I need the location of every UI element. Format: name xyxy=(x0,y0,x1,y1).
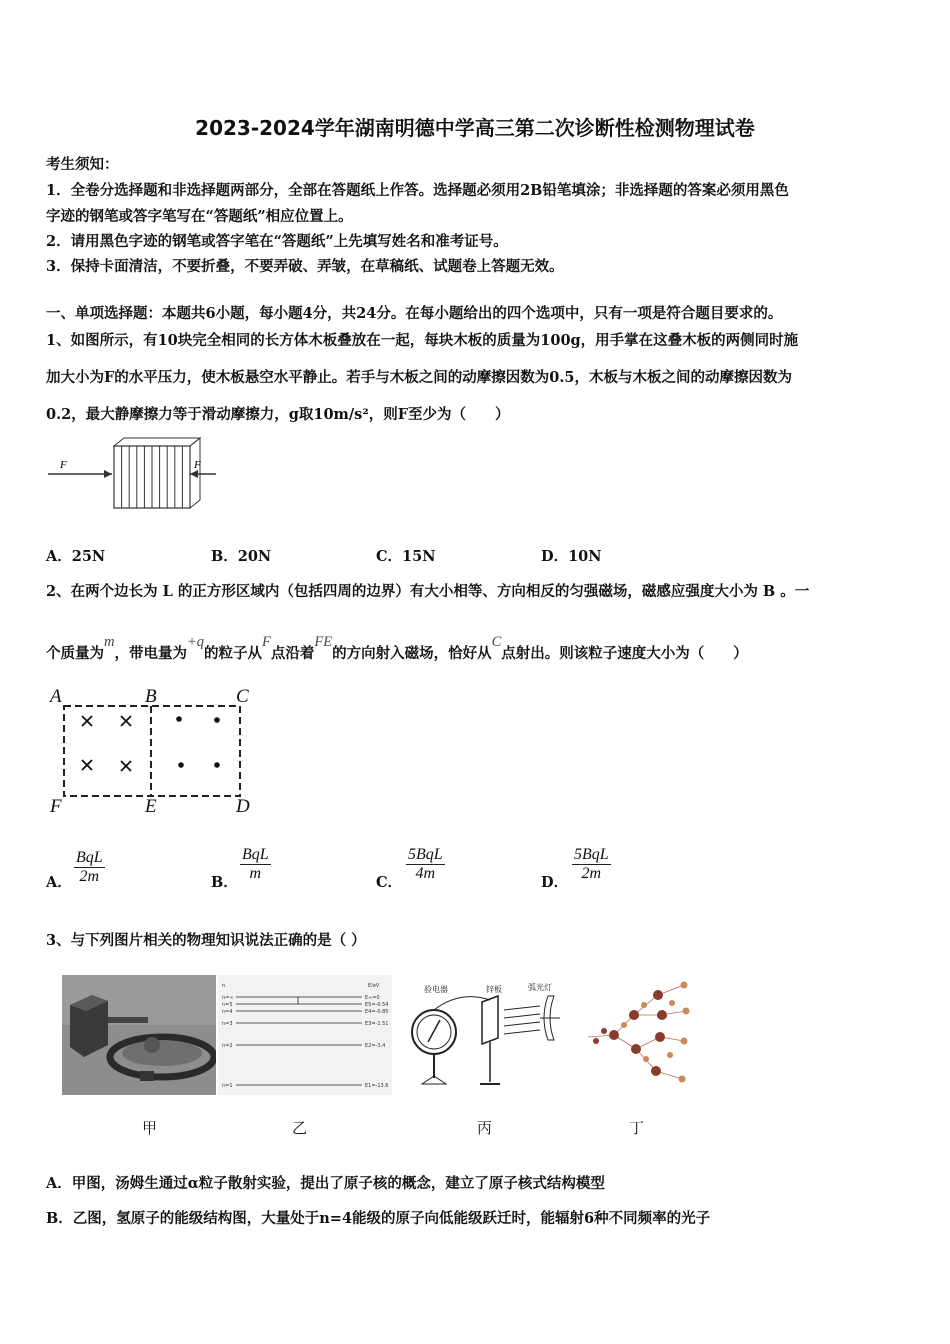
section-heading: 一、单项选择题：本题共6小题，每小题4分，共24分。在每小题给出的四个选项中，只有一项是符合题目要求的。 xyxy=(46,305,783,322)
svg-text:n=1: n=1 xyxy=(222,1083,233,1089)
svg-text:E5=-0.54: E5=-0.54 xyxy=(365,1002,389,1008)
q2-option-b-fraction[interactable]: BqL m xyxy=(242,846,269,882)
q2-option-b-letter[interactable]: B． xyxy=(211,874,238,891)
levels-n-label: n xyxy=(222,983,226,989)
svg-text:E2=-3.4: E2=-3.4 xyxy=(365,1043,386,1049)
q1-option-b[interactable]: B．20N xyxy=(211,548,272,565)
svg-text:n=∞: n=∞ xyxy=(222,995,234,1001)
q2-option-d-fraction[interactable]: 5BqL 2m xyxy=(574,846,609,882)
notice-heading: 考生须知： xyxy=(46,156,119,173)
q3-option-a[interactable]: A．甲图，汤姆生通过α粒子散射实验，提出了原子核的概念，建立了原子核式结构模型 xyxy=(46,1175,605,1192)
svg-text:E∞=0: E∞=0 xyxy=(365,995,380,1001)
notice-item-2: 2．请用黑色字迹的钢笔或答字笔在“答题纸”上先填写姓名和准考证号。 xyxy=(46,233,508,250)
svg-text:n=5: n=5 xyxy=(222,1002,233,1008)
svg-text:E4=-0.85: E4=-0.85 xyxy=(365,1009,389,1015)
caption-ding: 丁 xyxy=(629,1119,645,1137)
q2-option-c-fraction[interactable]: 5BqL 4m xyxy=(408,846,443,882)
label-f: F xyxy=(50,796,62,817)
q1-option-c[interactable]: C．15N xyxy=(376,548,436,565)
q2-line-1: 2、在两个边长为 L 的正方形区域内（包括四周的边界）有大小相等、方向相反的匀强磁场，磁感应强度大小为 B 。一 xyxy=(46,583,810,600)
svg-text:E1=-13.6: E1=-13.6 xyxy=(365,1083,389,1089)
force-label-right: F xyxy=(194,459,201,471)
notice-item-1a: 1．全卷分选择题和非选择题两部分，全部在答题纸上作答。选择题必须用2B铅笔填涂；非选择题的答案必须用黑色 xyxy=(46,182,789,199)
q2-option-a-letter[interactable]: A． xyxy=(46,874,72,891)
q1-line-2: 加大小为F的水平压力，使木板悬空水平静止。若手与木板之间的动摩擦因数为0.5，木板与木板之间的动摩擦因数为 xyxy=(46,369,793,386)
q1-line-3: 0.2，最大静摩擦力等于滑动摩擦力，g取10m/s²，则F至少为（ ） xyxy=(46,406,510,423)
label-a: A xyxy=(50,686,62,707)
svg-text:n=4: n=4 xyxy=(222,1009,233,1015)
q3-line-1: 3、与下列图片相关的物理知识说法正确的是（ ） xyxy=(46,932,366,949)
notice-item-3: 3．保持卡面清洁，不要折叠，不要弄破、弄皱，在草稿纸、试题卷上答题无效。 xyxy=(46,258,564,275)
q2-option-c-letter[interactable]: C． xyxy=(376,874,403,891)
q2-field-figure xyxy=(44,682,264,817)
caption-bing: 丙 xyxy=(477,1119,493,1137)
caption-yi: 乙 xyxy=(292,1119,308,1137)
svg-text:n=2: n=2 xyxy=(222,1043,233,1049)
q3-figure-bing xyxy=(400,980,582,1098)
force-label-left: F xyxy=(60,459,67,471)
notice-item-1b: 字迹的钢笔或答字笔写在“答题纸”相应位置上。 xyxy=(46,208,353,225)
arc-lamp-label: 弧光灯 xyxy=(528,983,552,992)
svg-text:n=3: n=3 xyxy=(222,1021,233,1027)
levels-ev-label: E/eV xyxy=(368,983,380,989)
label-e: E xyxy=(145,796,157,817)
q3-figure-ding xyxy=(574,975,700,1095)
label-b: B xyxy=(145,686,157,707)
q3-figure-yi xyxy=(218,975,392,1095)
q2-line-2: 个质量为m，带电量为+q的粒子从F点沿着FE的方向射入磁场，恰好从C点射出。则该粒子速度大小为（ ） xyxy=(46,634,748,662)
label-d: D xyxy=(236,796,250,817)
page-title: 2023-2024学年湖南明德中学高三第二次诊断性检测物理试卷 xyxy=(195,116,755,140)
zinc-plate-label: 锌板 xyxy=(486,985,502,994)
q2-option-a-fraction[interactable]: BqL 2m xyxy=(76,849,103,885)
q2-option-d-letter[interactable]: D． xyxy=(541,874,569,891)
svg-text:E3=-1.51: E3=-1.51 xyxy=(365,1021,389,1027)
q3-option-b[interactable]: B．乙图，氢原子的能级结构图，大量处于n=4能级的原子向低能级跃迁时，能辐射6种不同频率的光子 xyxy=(46,1210,711,1227)
q1-line-1: 1、如图所示，有10块完全相同的长方体木板叠放在一起，每块木板的质量为100g，用手掌在这叠木板的两侧同时施 xyxy=(46,332,799,349)
q1-option-a[interactable]: A．25N xyxy=(46,548,106,565)
label-c: C xyxy=(236,686,249,707)
electroscope-label: 验电器 xyxy=(424,985,448,994)
q1-boards-figure xyxy=(44,436,224,516)
caption-jia: 甲 xyxy=(142,1119,158,1137)
q3-figure-jia xyxy=(62,975,216,1095)
q1-option-d[interactable]: D．10N xyxy=(541,548,602,565)
